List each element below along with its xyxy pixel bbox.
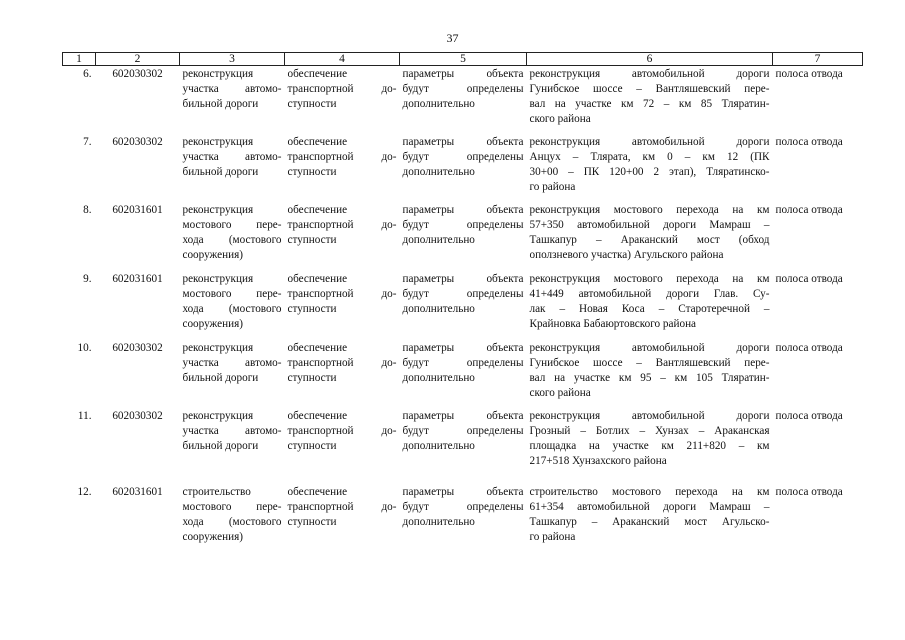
cell-text-line: дополнительно <box>402 233 475 246</box>
cell-text-line: обеспечение <box>287 203 348 216</box>
table-body <box>63 66 863 554</box>
object-purpose-cell <box>180 271 285 340</box>
cell-text-line: реконструкция <box>182 341 254 354</box>
cell-text-line: обеспечение <box>287 272 348 285</box>
cell-text-line: хода (мостового <box>182 515 282 528</box>
object-description-cell <box>527 340 773 408</box>
zone-cell <box>773 408 863 484</box>
cell-text-line: обеспечение <box>287 485 348 498</box>
cell-text-line: транспортной до- <box>287 150 397 163</box>
cell-text-line: ступности <box>287 165 337 178</box>
table-row <box>63 408 863 484</box>
cell-text-line: ступности <box>287 233 337 246</box>
object-purpose-cell <box>180 66 285 134</box>
cell-text-line: будут определены <box>402 150 524 163</box>
cell-text-line: участка автомо- <box>182 356 282 369</box>
cell-text-line: участка автомо- <box>182 424 282 437</box>
cell-text-line: параметры объекта <box>402 272 524 285</box>
cell-text-line: реконструкция автомобильной дороги <box>529 409 770 422</box>
cell-text-line: 41+449 автомобильной дороги Глав. Су- <box>529 287 770 300</box>
cell-text-line: полоса отвода <box>775 409 843 422</box>
cell-text-line: мостового пере- <box>182 500 282 513</box>
cell-text-line: ступности <box>287 371 337 384</box>
object-parameters-cell <box>400 484 527 554</box>
cell-text-line: участка автомо- <box>182 83 282 95</box>
column-header-2: 2 <box>96 53 180 66</box>
object-goal-cell <box>285 340 400 408</box>
object-code-cell: 602030302 <box>112 341 163 354</box>
column-header-3: 3 <box>180 53 285 66</box>
column-header-1: 1 <box>63 53 96 66</box>
cell-text-line: реконструкция <box>182 203 254 216</box>
cell-text-line: полоса отвода <box>775 485 843 498</box>
row-number-cell: 7. <box>83 135 92 148</box>
zone-cell <box>773 202 863 271</box>
cell-text-line: строительство мостового перехода на км <box>529 485 770 498</box>
row-number-cell: 12. <box>77 485 92 498</box>
cell-text-line: дополнительно <box>402 98 475 110</box>
cell-text-line: 57+350 автомобильной дороги Мамраш – <box>529 218 770 231</box>
cell-text-line: дополнительно <box>402 302 475 315</box>
object-parameters-cell <box>400 408 527 484</box>
object-parameters-cell <box>400 134 527 202</box>
cell-text-line: дополнительно <box>402 165 475 178</box>
cell-text-line: обеспечение <box>287 341 348 354</box>
cell-text-line: Крайновка Бабаюртовского района <box>529 317 697 330</box>
zone-cell <box>773 340 863 408</box>
object-code-cell: 602031601 <box>112 272 163 285</box>
object-purpose-cell <box>180 202 285 271</box>
object-code-cell: 602030302 <box>112 68 163 80</box>
cell-text-line: обеспечение <box>287 409 348 422</box>
cell-text-line: дополнительно <box>402 371 475 384</box>
cell-text-line: го района <box>529 180 576 193</box>
cell-text-line: 30+00 – ПК 120+00 2 этап), Тляратинско- <box>529 165 770 178</box>
cell-text-line: реконструкция автомобильной дороги <box>529 135 770 148</box>
cell-text-line: дополнительно <box>402 439 475 452</box>
row-number-cell: 6. <box>83 68 92 80</box>
object-parameters-cell <box>400 202 527 271</box>
table-row <box>63 271 863 340</box>
cell-text-line: бильной дороги <box>182 371 259 384</box>
cell-text-line: полоса отвода <box>775 272 843 285</box>
object-description-cell <box>527 134 773 202</box>
object-purpose-cell <box>180 484 285 554</box>
table-row <box>63 134 863 202</box>
object-code-cell: 602030302 <box>112 409 163 422</box>
cell-text-line: сооружения) <box>182 317 243 330</box>
cell-text-line: строительство <box>182 485 251 498</box>
zone-cell <box>773 484 863 554</box>
cell-text-line: Грозный – Ботлих – Хунзах – Араканская <box>529 424 770 437</box>
object-description-cell <box>527 66 773 134</box>
object-goal-cell <box>285 66 400 134</box>
cell-text-line: мостового пере- <box>182 218 282 231</box>
object-description-cell <box>527 484 773 554</box>
cell-text-line: хода (мостового <box>182 302 282 315</box>
cell-text-line: вал на участке км 95 – км 105 Тляратин- <box>529 371 770 384</box>
cell-text-line: Анцух – Тлярата, км 0 – км 12 (ПК <box>529 150 770 163</box>
table-row <box>63 484 863 554</box>
cell-text-line: будут определены <box>402 424 524 437</box>
cell-text-line: участка автомо- <box>182 150 282 163</box>
cell-text-line: параметры объекта <box>402 68 524 80</box>
cell-text-line: параметры объекта <box>402 485 524 498</box>
cell-text-line: го района <box>529 530 576 543</box>
cell-text-line: 61+354 автомобильной дороги Мамраш – <box>529 500 770 513</box>
cell-text-line: обеспечение <box>287 135 348 148</box>
cell-text-line: транспортной до- <box>287 218 397 231</box>
row-number-cell: 9. <box>83 272 92 285</box>
cell-text-line: площадка на участке км 211+820 – км <box>529 439 770 452</box>
cell-text-line: будут определены <box>402 218 524 231</box>
cell-text-line: транспортной до- <box>287 500 397 513</box>
cell-text-line: ступности <box>287 302 337 315</box>
zone-cell <box>773 271 863 340</box>
object-parameters-cell <box>400 340 527 408</box>
cell-text-line: ского района <box>529 386 591 399</box>
cell-text-line: транспортной до- <box>287 287 397 300</box>
table-row <box>63 66 863 134</box>
cell-text-line: реконструкция мостового перехода на км <box>529 203 770 216</box>
row-number-cell: 10. <box>77 341 92 354</box>
row-number-cell: 11. <box>77 409 92 422</box>
cell-text-line: реконструкция мостового перехода на км <box>529 272 770 285</box>
object-code-cell: 602031601 <box>112 203 163 216</box>
object-code-cell: 602030302 <box>112 135 163 148</box>
object-goal-cell <box>285 408 400 484</box>
cell-text-line: полоса отвода <box>775 341 843 354</box>
cell-text-line: реконструкция <box>182 272 254 285</box>
column-header-4: 4 <box>285 53 400 66</box>
cell-text-line: сооружения) <box>182 248 243 261</box>
cell-text-line: транспортной до- <box>287 83 397 95</box>
cell-text-line: ступности <box>287 515 337 528</box>
object-description-cell <box>527 202 773 271</box>
objects-table <box>62 52 863 554</box>
cell-text-line: будут определены <box>402 83 524 95</box>
cell-text-line: ступности <box>287 439 337 452</box>
cell-text-line: Ташкапур – Араканский мост (обход <box>529 233 770 246</box>
object-goal-cell <box>285 271 400 340</box>
row-number-cell: 8. <box>83 203 92 216</box>
cell-text-line: бильной дороги <box>182 98 259 110</box>
cell-text-line: оползневого участка) Агульского района <box>529 248 724 261</box>
cell-text-line: 217+518 Хунзахского района <box>529 454 667 467</box>
cell-text-line: будут определены <box>402 287 524 300</box>
cell-text-line: реконструкция <box>182 68 254 80</box>
object-code-cell: 602031601 <box>112 485 163 498</box>
cell-text-line: полоса отвода <box>775 68 843 80</box>
cell-text-line: Гунибское шоссе – Вантляшевский пере- <box>529 83 770 95</box>
cell-text-line: бильной дороги <box>182 165 259 178</box>
cell-text-line: реконструкция автомобильной дороги <box>529 68 770 80</box>
cell-text-line: параметры объекта <box>402 203 524 216</box>
object-goal-cell <box>285 134 400 202</box>
cell-text-line: обеспечение <box>287 68 348 80</box>
cell-text-line: реконструкция <box>182 409 254 422</box>
cell-text-line: реконструкция <box>182 135 254 148</box>
cell-text-line: параметры объекта <box>402 341 524 354</box>
zone-cell <box>773 66 863 134</box>
table-header-row <box>63 53 863 66</box>
cell-text-line: Ташкапур – Араканский мост Агульско- <box>529 515 770 528</box>
table-row <box>63 340 863 408</box>
cell-text-line: ского района <box>529 113 591 125</box>
cell-text-line: реконструкция автомобильной дороги <box>529 341 770 354</box>
cell-text-line: параметры объекта <box>402 409 524 422</box>
object-description-cell <box>527 408 773 484</box>
object-purpose-cell <box>180 134 285 202</box>
cell-text-line: мостового пере- <box>182 287 282 300</box>
cell-text-line: транспортной до- <box>287 356 397 369</box>
cell-text-line: полоса отвода <box>775 203 843 216</box>
cell-text-line: полоса отвода <box>775 135 843 148</box>
cell-text-line: параметры объекта <box>402 135 524 148</box>
column-header-5: 5 <box>400 53 527 66</box>
table-row <box>63 202 863 271</box>
cell-text-line: дополнительно <box>402 515 475 528</box>
cell-text-line: транспортной до- <box>287 424 397 437</box>
cell-text-line: сооружения) <box>182 530 243 543</box>
cell-text-line: будут определены <box>402 500 524 513</box>
column-header-6: 6 <box>527 53 773 66</box>
cell-text-line: вал на участке км 72 – км 85 Тляратин- <box>529 98 770 110</box>
cell-text-line: бильной дороги <box>182 439 259 452</box>
object-purpose-cell <box>180 408 285 484</box>
object-goal-cell <box>285 484 400 554</box>
object-parameters-cell <box>400 66 527 134</box>
cell-text-line: лак – Новая Коса – Старотеречной – <box>529 302 770 315</box>
zone-cell <box>773 134 863 202</box>
page-number: 37 <box>446 31 459 45</box>
object-goal-cell <box>285 202 400 271</box>
object-description-cell <box>527 271 773 340</box>
object-parameters-cell <box>400 271 527 340</box>
object-purpose-cell <box>180 340 285 408</box>
cell-text-line: Гунибское шоссе – Вантляшевский пере- <box>529 356 770 369</box>
column-header-7: 7 <box>773 53 863 66</box>
cell-text-line: будут определены <box>402 356 524 369</box>
cell-text-line: ступности <box>287 98 337 110</box>
cell-text-line: хода (мостового <box>182 233 282 246</box>
